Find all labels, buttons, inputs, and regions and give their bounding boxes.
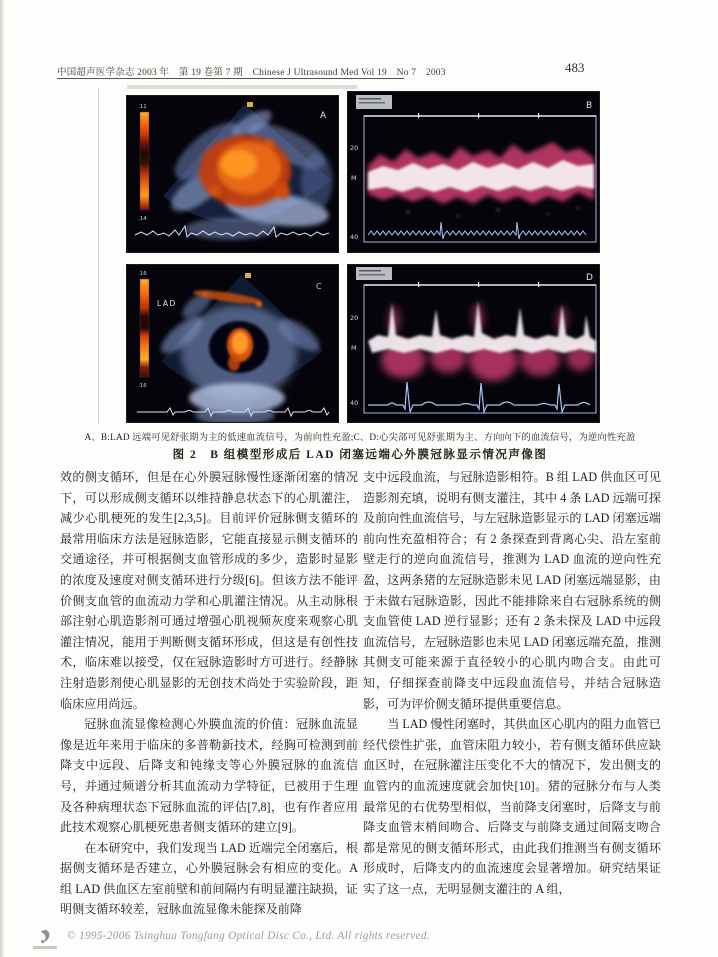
panel-label-b: B	[586, 101, 593, 111]
colorbar-top-label: .11	[138, 104, 147, 110]
scale-bottom-label: 40	[350, 399, 359, 407]
ultrasound-image-a	[127, 96, 338, 252]
colorbar-bottom-label: .16	[138, 383, 147, 389]
scale-top-label: 20	[350, 314, 359, 322]
header-rule	[57, 78, 404, 79]
scan-artifact-line	[98, 88, 99, 424]
ultrasound-image-d	[348, 265, 599, 422]
scan-artifact-strip	[127, 85, 357, 89]
settings-box	[356, 95, 392, 109]
scale-mid-label: M	[351, 344, 357, 352]
publisher-logo-icon	[33, 928, 57, 948]
scale-bottom-label: 40	[350, 233, 359, 241]
ultrasound-image-c	[127, 265, 338, 422]
body-column-right	[363, 467, 661, 899]
paragraph: 当 LAD 慢性闭塞时，其供血区心肌内的阻力血管已经代偿性扩张，血管床阻力较小，若有侧支循环供应缺血区时，在冠脉灌注压变化不大的情况下，发出侧支的血管内的血流速度就会加快[10]。猪的冠脉分布与人类最常见的右优势型相似，当前降支闭塞时，后降支与前降支血管末梢间吻合、后降支与前降支通过间隔支吻合都是常见的侧支循环形式，由此我们推测当有侧支循环形成时，后降支内的血流速度会显著增加。研究结果证实了这一点，无明显侧支灌注的 A 组，	[363, 717, 661, 896]
orientation-marker-icon	[247, 102, 253, 107]
scale-top-label: 20	[350, 144, 359, 152]
settings-box	[356, 267, 392, 280]
orientation-marker-icon	[245, 273, 251, 278]
color-flow-jet	[199, 135, 291, 207]
paragraph: 效的侧支循环，但是在心外膜冠脉慢性逐渐闭塞的情况下，可以形成侧支循环以维持静息状态下的心肌灌注，减少心肌梗死的发生[2,3,5]。目前评价冠脉侧支循环的最常用临床方法是冠脉造影，它能直接显示侧支循环的交通途径，并可根据侧支血管形成的多少，造影时显影的浓度及速度对侧支循环进行分级[6]。但该方法不能评价侧支血管的血流动力学和心肌灌注情况。从主动脉根部注射心肌造影剂可通过增强心肌视频灰度来观察心肌灌注情况，能用于判断侧支循环形成，但这是有创性技术，临床难以接受，仅在冠脉造影时方可进行。经静脉注射造影剂使心肌显影的无创技术尚处于实验阶段，距临床应用尚远。	[60, 470, 358, 711]
paragraph: 支中远段血流，与冠脉造影相符。B 组 LAD 供血区可见造影剂充填，说明有侧支灌注，其中 4 条 LAD 远端可探及前向性血流信号，与左冠脉造影显示的 LAD 闭塞远端前向性充盈相符合；有 2 条探查到背离心尖、沿左室前壁走行的逆向血流信号，推测为 LAD 血流的逆向性充盈，这两条猪的左冠脉造影未见 LAD 闭塞远端显影，由于未做右冠脉造影，因此不能排除来自右冠脉系统的侧支血管使 LAD 逆行显影；还有 2 条未探及 LAD 中远段血流信号，左冠脉造影也未见 LAD 闭塞远端充盈，推测其侧支可能来源于直径较小的心肌内吻合支。由此可知，仔细探查前降支中远段血流信号，并结合冠脉造影，可为评价侧支循环提供重要信息。	[363, 470, 661, 711]
publisher-logo-caption	[33, 946, 57, 949]
panel-label-d: D	[586, 273, 593, 283]
ultrasound-panel-b	[348, 92, 599, 252]
scale-mid-label: M	[351, 174, 357, 182]
figure-2	[127, 92, 599, 422]
journal-header: 中国超声医学杂志 2003 年 第 19 卷第 7 期 Chinese J Ultrasound Med Vol 19 No 7 2003	[57, 68, 446, 78]
ultrasound-image-b	[348, 92, 599, 252]
paragraph: 冠脉血流显像检测心外膜血流的价值：冠脉血流显像是近年来用于临床的多普勒新技术，经胸可检测到前降支中远段、后降支和钝缘支等心外膜冠脉的血流信号，并通过频谱分析其血流动力学特征，已被用于生理及各种病理状态下冠脉血流的评估[7,8]，也有作者应用此技术观察心肌梗死患者侧支循环的建立[9]。	[60, 717, 358, 835]
lad-annotation: LAD	[157, 299, 177, 308]
page-number: 483	[565, 60, 585, 75]
ultrasound-panel-c	[127, 265, 338, 422]
panel-label-a: A	[320, 111, 327, 121]
figure-caption-title: 图 2 B 组模型形成后 LAD 闭塞远端心外膜冠脉显示情况声像图	[172, 449, 548, 461]
scan-page-edge	[0, 0, 5, 957]
colorbar-top-label: .16	[138, 271, 147, 277]
paragraph: 在本研究中，我们发现当 LAD 近端完全闭塞后，根据侧支循环是否建立，心外膜冠脉会有相应的变化。A 组 LAD 供血区左室前壁和前间隔内有明显灌注缺损，证明侧支循环较差，冠脉血流显像未能探及前降	[60, 840, 358, 917]
ultrasound-panel-d	[348, 265, 599, 422]
copyright-notice: © 1995-2006 Tsinghua Tongfang Optical Disc Co., Ltd. All rights reserved.	[67, 930, 430, 942]
ultrasound-panel-a	[127, 96, 338, 252]
figure-caption-note: A、B:LAD 远端可见舒张期为主的低速血流信号，为前向性充盈;C、D:心尖部可见舒张期为主、方向向下的血流信号，为逆向性充盈	[84, 433, 636, 443]
panel-label-c: C	[316, 282, 322, 291]
body-column-left	[60, 467, 358, 920]
colorbar-bottom-label: .14	[138, 216, 147, 222]
